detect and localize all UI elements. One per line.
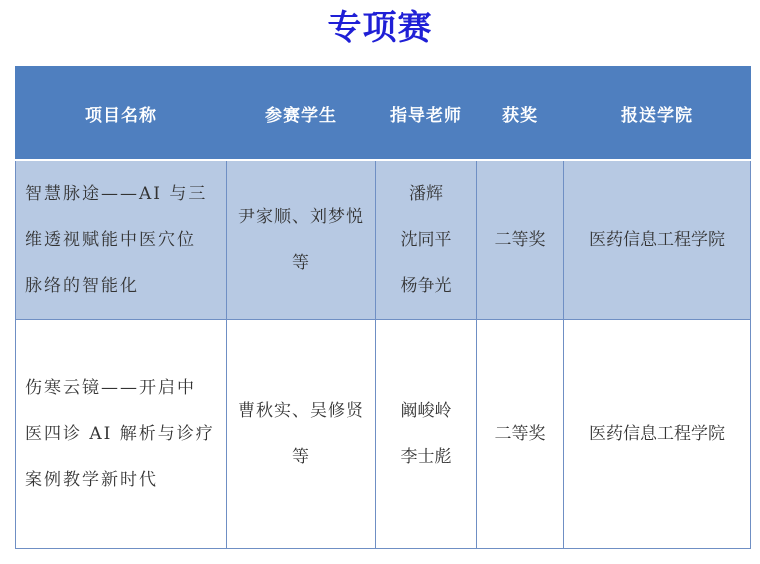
- award-cell: 二等奖: [477, 320, 564, 549]
- project-name-cell: [16, 160, 227, 320]
- header-college: 报送学院: [564, 67, 751, 161]
- advisors-cell: [376, 320, 477, 549]
- header-award: 获奖: [477, 67, 564, 161]
- project-name-line: 医四诊 AI 解析与诊疗: [25, 424, 215, 444]
- advisors-cell: [376, 160, 477, 320]
- advisor-name: 阚峻岭: [400, 401, 452, 421]
- header-students: 参赛学生: [227, 67, 376, 161]
- students-line: 曹秋实、吴修贤: [238, 401, 364, 421]
- students-line: 等: [292, 447, 310, 467]
- project-name-line: 维透视赋能中医穴位: [25, 230, 196, 250]
- project-name-line: 伤寒云镜——开启中: [25, 378, 196, 398]
- college-cell: 医药信息工程学院: [564, 160, 751, 320]
- students-line: 尹家顺、刘梦悦: [238, 207, 364, 227]
- students-line: 等: [292, 253, 310, 273]
- table-header-row: [16, 67, 751, 161]
- page-title: 专项赛: [327, 8, 433, 48]
- project-name-line: 脉络的智能化: [25, 276, 139, 296]
- students-cell: [227, 320, 376, 549]
- students-cell: [227, 160, 376, 320]
- project-name-line: 案例教学新时代: [25, 470, 158, 490]
- college-cell: 医药信息工程学院: [564, 320, 751, 549]
- project-name-line: 智慧脉途——AI 与三: [25, 184, 208, 204]
- advisor-name: 李士彪: [400, 447, 452, 467]
- advisor-name: 沈同平: [400, 230, 452, 250]
- table-row: [16, 160, 751, 320]
- award-cell: 二等奖: [477, 160, 564, 320]
- advisor-name: 杨争光: [400, 276, 452, 296]
- header-advisors: 指导老师: [376, 67, 477, 161]
- award-table: [15, 66, 751, 549]
- advisor-name: 潘辉: [409, 184, 443, 204]
- project-name-cell: [16, 320, 227, 549]
- header-project-name: 项目名称: [16, 67, 227, 161]
- table-row: [16, 320, 751, 549]
